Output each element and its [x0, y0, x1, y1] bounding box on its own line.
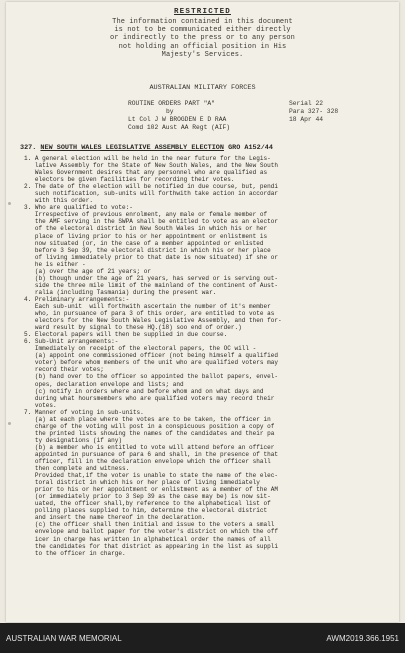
- body-line: electors for the New South Wales Legislative Assembly, and then for-: [24, 317, 282, 325]
- body-line: and insert the name thereof in the declaration.: [24, 514, 206, 522]
- body-line: ward result by signal to these HQ.(18) soo end of order.): [24, 324, 242, 332]
- footer-institution: AUSTRALIAN WAR MEMORIAL: [6, 634, 122, 643]
- body-line: such notification, sub-units will forthwith take action in accordar: [24, 190, 279, 198]
- body-line: ralia (including Tasmania) during the present war.: [24, 288, 217, 296]
- body-line: record their votes;: [24, 366, 104, 374]
- body-line: (or immediately prior to 3 Sep 39 as the case may be) is now sit-: [24, 493, 271, 501]
- body-line: 4. Preliminary arrangements:-: [24, 295, 130, 303]
- notice-line: or indirectly to the press or to any person: [110, 34, 295, 43]
- body-line: (b) though under the age of 21 years, has served or is serving out-: [24, 274, 279, 282]
- body-line: who, in pursuance of para 3 of this order, are entitled to vote as: [24, 310, 275, 318]
- footer-accession-number: AWM2019.366.1951: [326, 634, 399, 643]
- body-line: the printed lists showing the names of the candidates and their pa: [24, 429, 275, 437]
- body-line: 3. Who are qualified to vote:-: [24, 204, 133, 212]
- body-line: appointed in pursuance of para 6 and shall, in the presence of that: [24, 450, 279, 458]
- body-line: during what hoursmembers who are qualified voters may record their: [24, 394, 275, 402]
- section-number: 327.: [20, 144, 37, 152]
- body-line: voter) before whom members of the unit who are qualified voters may: [24, 359, 279, 367]
- orders-title: ROUTINE ORDERS PART "A": [128, 100, 215, 107]
- body-line: he is either -: [24, 260, 86, 268]
- body-line: before 3 Sep 39, the electoral district in which his or her place: [24, 246, 271, 254]
- margin-dot: [8, 202, 11, 205]
- command-unit: Comd 102 Aust AA Regt (AIF): [128, 124, 231, 131]
- body-line: Irrespective of previous enrolment, any male or female member of: [24, 211, 268, 219]
- body-line: prior to his or her appointment or enlistment as a member of the AM: [24, 486, 279, 494]
- notice-line: The information contained in this document: [112, 18, 293, 26]
- body-line: the AMF serving in the SWPA shall be entitled to vote as an elector: [24, 218, 279, 226]
- body-line: (c) the officer shall then initial and issue to the voters a small: [24, 521, 275, 529]
- body-line: to the officer in charge.: [24, 549, 126, 557]
- body-line: now situated (or, in the case of a member appointed or enlisted: [24, 239, 264, 247]
- force-name: AUSTRALIAN MILITARY FORCES: [149, 84, 256, 92]
- body-line: of the electoral district in New South Wales in which his or her: [24, 225, 268, 233]
- body-line: Provided that,if the voter is unable to state the name of the elec-: [24, 472, 279, 480]
- body-line: 1. A general election will be held in the near future for the Legis-: [24, 155, 271, 162]
- body-line: (a) at each place where the votes are to be taken, the officer in: [24, 415, 271, 423]
- body-line: officer, fill in the declaration envelope which the officer shall: [24, 458, 271, 466]
- notice-line: is not to be communicated either directly: [114, 26, 291, 35]
- body-line: (a) appoint one commissioned officer (not being himself a qualified: [24, 352, 279, 360]
- body-line: side the three mile limit of the mainland of the continent of Aust-: [24, 281, 279, 289]
- body-line: of living immediately prior to that date is now situated) if she or: [24, 253, 279, 261]
- section-reference: GRO A152/44: [228, 144, 273, 152]
- para-range: Para 327- 328: [289, 108, 339, 115]
- section-title: NEW SOUTH WALES LEGISLATIVE ASSEMBLY ELECTION: [40, 144, 224, 152]
- body-line: votes.: [24, 401, 57, 409]
- body-line: 2. The date of the election will be notified in due course, but, pendi: [24, 183, 279, 191]
- orders-by: by: [166, 108, 174, 115]
- body-line: (b) a member who is entitled to vote will attend before an officer: [24, 443, 275, 451]
- body-line: (c) notify in orders where and before whom and on what days and: [24, 387, 264, 395]
- order-body: [24, 155, 384, 557]
- serial-number: Serial 22: [289, 100, 324, 107]
- notice-line: not holding an official position in His: [118, 42, 287, 51]
- body-line: electors be given facilities for recording their votes.: [24, 176, 235, 184]
- body-line: 6. Sub-Unit arrangements:-: [24, 338, 119, 346]
- body-line: 7. Manner of voting in sub-units.: [24, 408, 144, 416]
- body-line: (b) hand over to the officer so appointed the ballot papers, envel-: [24, 373, 279, 381]
- section-heading: [20, 144, 273, 152]
- body-line: with this order.: [24, 197, 93, 205]
- archive-footer: [0, 623, 405, 653]
- body-line: toral district in which his or her place of living immediately: [24, 479, 260, 487]
- body-line: 5. Electoral papers will then be supplied in due course.: [24, 331, 228, 339]
- notice-line: Majesty's Services.: [161, 50, 244, 59]
- commanding-officer: Lt Col J W BROGDEN E D RAA: [128, 116, 227, 123]
- body-line: charge of the voting will post in a conspicuous position a copy of: [24, 422, 275, 430]
- body-line: Each sub-unit will forthwith ascertain the number of it's member: [24, 302, 271, 310]
- document-page: [6, 2, 399, 622]
- body-line: Immediately on receipt of the electoral papers, the OC will -: [24, 345, 257, 353]
- body-line: then complete and witness.: [24, 465, 130, 473]
- body-line: polling places supplied to him, determine the electoral district: [24, 507, 268, 515]
- order-date: 18 Apr 44: [289, 116, 324, 123]
- body-line: Wales Government desires that any personnel who are qualified as: [24, 169, 268, 177]
- body-line: opes, declaration envelope and lists; and: [24, 380, 184, 388]
- notice-block: [6, 18, 399, 59]
- body-line: uated, the officer shall,by reference to the alphabetical list of: [24, 500, 271, 508]
- body-line: envelope and ballot paper for the voter's district on which the off: [24, 528, 279, 536]
- body-line: lative Assembly for the State of New South Wales, and the New South: [24, 162, 279, 170]
- body-line: icer in charge has written in alphabetical order the names of all: [24, 535, 271, 543]
- body-line: the candidates for that district as appearing in the list as suppli: [24, 542, 279, 550]
- margin-dot: [8, 422, 11, 425]
- restricted-title: RESTRICTED: [173, 8, 231, 16]
- body-line: (a) over the age of 21 years; or: [24, 267, 152, 275]
- body-line: ty designations (if any): [24, 436, 122, 444]
- body-line: place of living prior to his or her appointment or enlistment is: [24, 232, 268, 240]
